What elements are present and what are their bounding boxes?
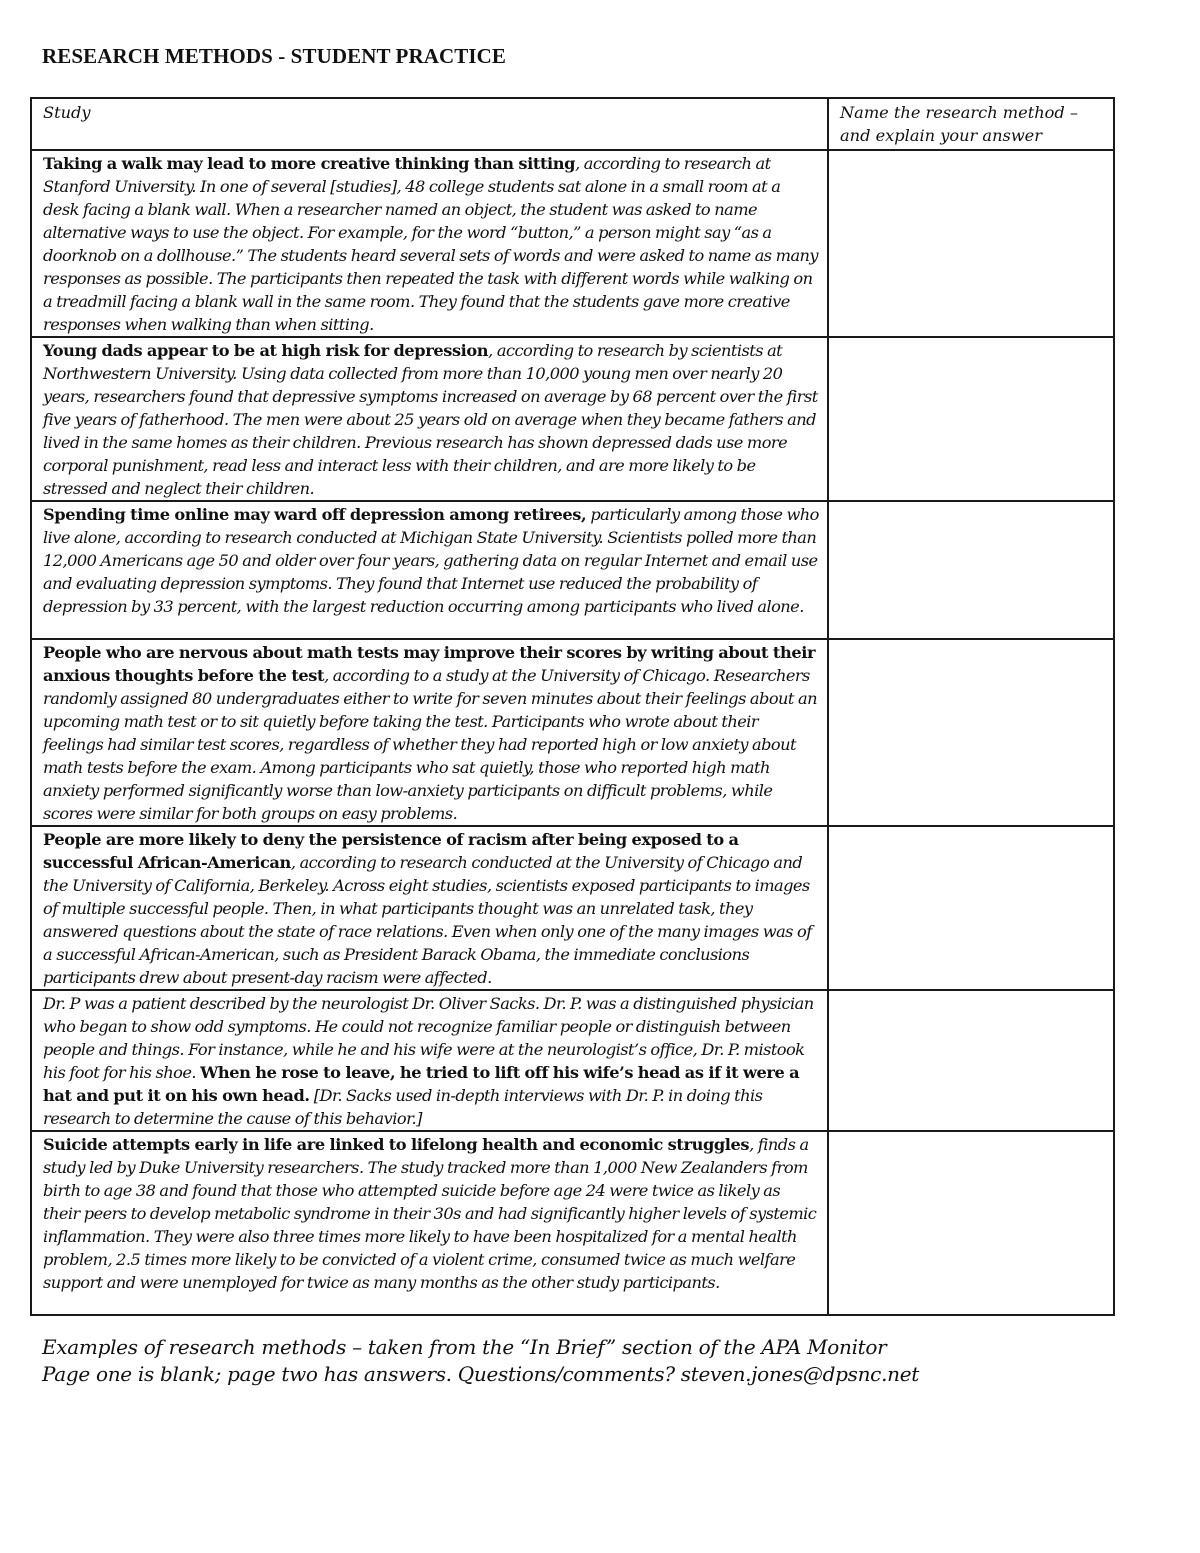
study-headline: When he rose to leave, he tried to lift off his wife’s head as if it were a hat and put it on his own head. bbox=[43, 1063, 800, 1105]
study-body-text: , according to research by scientists at Northwestern University. Using data collected from more than 10,000 young men over nearly 20 years, researchers found that depressive symptoms increased on average by 68 percent over the first five years of fatherhood. The men were about 25 years old on average when they became fathers and lived in the same homes as their children. Previous research has shown depressed dads use more corporal punishment, read less and interact less with their children, and are more likely to be stressed and neglect their children. bbox=[43, 341, 818, 498]
study-body-text: , according to research conducted at the University of Chicago and the University of California, Berkeley. Across eight studies, scientists exposed participants to images of multiple successful people. Then, in what participants thought was an unrelated task, they answered questions about the state of race relations. Even when only one of the many images was of a successful African-American, such as President Barack Obama, the immediate conclusions participants drew about present-day racism were affected. bbox=[43, 853, 812, 987]
answer-cell[interactable] bbox=[828, 150, 1114, 337]
answer-cell[interactable] bbox=[828, 990, 1114, 1131]
study-description-cell bbox=[31, 826, 828, 990]
table-header-row bbox=[31, 98, 1114, 150]
answer-cell[interactable] bbox=[828, 501, 1114, 639]
answer-cell[interactable] bbox=[828, 1131, 1114, 1315]
study-body-text: , according to a study at the University of Chicago. Researchers randomly assigned 80 undergraduates either to write for seven minutes about their feelings about an upcoming math test or to sit quietly before taking the test. Participants who wrote about their feelings had similar test scores, regardless of whether they had reported high or low anxiety about math tests before the exam. Among participants who sat quietly, those who reported high math anxiety performed significantly worse than low-anxiety participants on difficult problems, while scores were similar for both groups on easy problems. bbox=[43, 666, 817, 823]
footer-source-note: Examples of research methods – taken from the “In Brief” section of the APA Monitor bbox=[42, 1335, 887, 1359]
answer-cell[interactable] bbox=[828, 337, 1114, 501]
table-row bbox=[31, 826, 1114, 990]
study-intro-text: Dr. P was a patient described by the neurologist Dr. Oliver Sacks. Dr. P. was a distinguished physician who began to show odd symptoms. He could not recognize familiar people or distinguish between people and things. For instance, while he and his wife were at the neurologist’s office, Dr. P. mistook his foot for his shoe. bbox=[43, 994, 814, 1082]
study-description-cell bbox=[31, 501, 828, 639]
study-description-cell bbox=[31, 150, 828, 337]
answer-cell[interactable] bbox=[828, 826, 1114, 990]
study-body-text: particularly among those who live alone, according to research conducted at Michigan State University. Scientists polled more than 12,000 Americans age 50 and older over four years, gathering data on regular Internet and email use and evaluating depression symptoms. They found that Internet use reduced the probability of depression by 33 percent, with the largest reduction occurring among participants who lived alone. bbox=[43, 505, 819, 616]
study-description-cell bbox=[31, 337, 828, 501]
footer-notes bbox=[42, 1334, 919, 1388]
study-body-text: , finds a study led by Duke University researchers. The study tracked more than 1,000 New Zealanders from birth to age 38 and found that those who attempted suicide before age 24 were twice as likely as their peers to develop metabolic syndrome in their 30s and had significantly higher levels of systemic inflammation. They were also three times more likely to have been hospitalized for a mental health problem, 2.5 times more likely to be convicted of a violent crime, consumed twice as much welfare support and were unemployed for twice as many months as the other study participants. bbox=[43, 1135, 817, 1292]
study-headline: Suicide attempts early in life are linked to lifelong health and economic struggles bbox=[43, 1135, 750, 1154]
footer-contact-note: Page one is blank; page two has answers. Questions/comments? steven.jones@dpsnc.net bbox=[42, 1362, 919, 1386]
study-headline: People are more likely to deny the persistence of racism after being exposed to a successful African-American bbox=[43, 830, 739, 872]
header-answer: Name the research method – and explain your answer bbox=[828, 98, 1114, 150]
study-headline: Young dads appear to be at high risk for depression bbox=[43, 341, 489, 360]
header-study: Study bbox=[31, 98, 828, 150]
table-row bbox=[31, 990, 1114, 1131]
answer-cell[interactable] bbox=[828, 639, 1114, 826]
table-row bbox=[31, 150, 1114, 337]
study-description-cell bbox=[31, 639, 828, 826]
table-row bbox=[31, 337, 1114, 501]
study-description-cell bbox=[31, 1131, 828, 1315]
study-headline: Taking a walk may lead to more creative thinking than sitting bbox=[43, 154, 576, 173]
table-row bbox=[31, 639, 1114, 826]
practice-table bbox=[30, 97, 1115, 1316]
table-row bbox=[31, 1131, 1114, 1315]
page-title: RESEARCH METHODS - STUDENT PRACTICE bbox=[42, 44, 507, 68]
study-description-cell bbox=[31, 990, 828, 1131]
study-headline: People who are nervous about math tests may improve their scores by writing about their anxious thoughts before the test bbox=[43, 643, 816, 685]
table-row bbox=[31, 501, 1114, 639]
study-body-text: [Dr. Sacks used in-depth interviews with Dr. P. in doing this research to determine the cause of this behavior.] bbox=[43, 1086, 763, 1128]
study-headline: Spending time online may ward off depression among retirees, bbox=[43, 505, 587, 524]
study-body-text: , according to research at Stanford University. In one of several [studies], 48 college students sat alone in a small room at a desk facing a blank wall. When a researcher named an object, the student was asked to name alternative ways to use the object. For example, for the word “button,” a person might say “as a doorknob on a dollhouse.” The students heard several sets of words and were asked to name as many responses as possible. The participants then repeated the task with different words while walking on a treadmill facing a blank wall in the same room. They found that the students gave more creative responses when walking than when sitting. bbox=[43, 154, 819, 334]
